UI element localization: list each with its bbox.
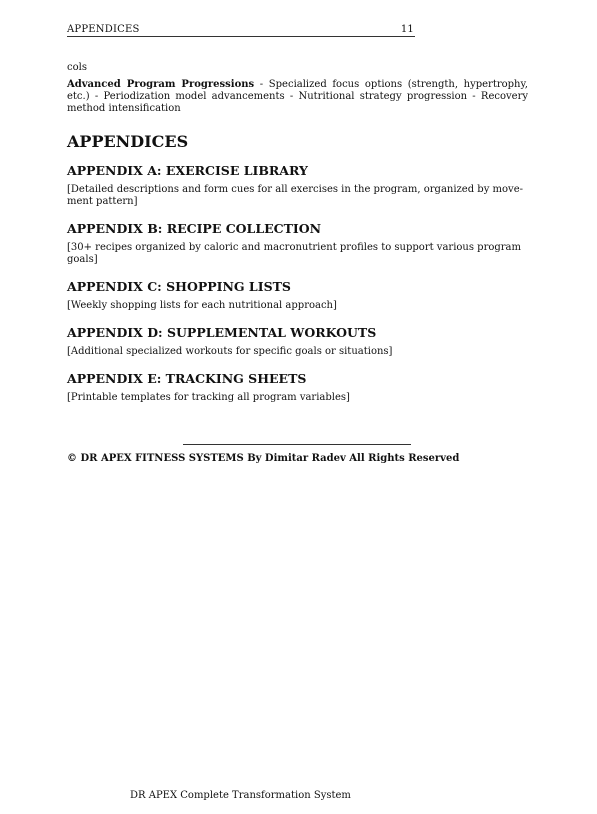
appendix-c (67, 279, 528, 312)
page-number: 11 (400, 24, 414, 35)
appendix-b-title: APPENDIX B: RECIPE COLLECTION (67, 221, 322, 236)
divider (183, 444, 411, 445)
appendix-a (67, 163, 528, 208)
appendix-d (67, 325, 528, 358)
progressions-label: Advanced Program Progressions (67, 79, 255, 90)
copyright-notice: © DR APEX FITNESS SYSTEMS By Dimitar Radev All Rights Reserved (67, 453, 460, 464)
section-title: APPENDICES (67, 132, 189, 151)
appendix-e-description: [Printable templates for tracking all program variables] (67, 392, 350, 403)
appendix-a-title: APPENDIX A: EXERCISE LIBRARY (67, 163, 308, 178)
page-body (67, 62, 528, 417)
page-footer: DR APEX Complete Transformation System (130, 790, 351, 801)
appendix-e (67, 371, 528, 404)
appendix-a-description: [Detailed descriptions and form cues for all exercises in the program, organized by move-ment pattern] (67, 184, 523, 207)
header-title: APPENDICES (67, 24, 140, 35)
appendix-b-description: [30+ recipes organized by caloric and macronutrient profiles to support various program goals] (67, 242, 521, 265)
appendix-b (67, 221, 528, 266)
appendix-d-title: APPENDIX D: SUPPLEMENTAL WORKOUTS (67, 325, 377, 340)
appendix-c-description: [Weekly shopping lists for each nutritional approach] (67, 300, 337, 311)
progressions-text: - Specialized focus options (strength, hypertrophy, etc.) - Periodization model advancements - Nutritional strategy progression - Recovery method intensification (67, 79, 528, 114)
appendix-e-title: APPENDIX E: TRACKING SHEETS (67, 371, 307, 386)
cols-text: cols (67, 62, 87, 73)
running-header (67, 24, 415, 37)
progressions-paragraph (67, 79, 528, 115)
appendix-c-title: APPENDIX C: SHOPPING LISTS (67, 279, 291, 294)
appendix-d-description: [Additional specialized workouts for specific goals or situations] (67, 346, 393, 357)
